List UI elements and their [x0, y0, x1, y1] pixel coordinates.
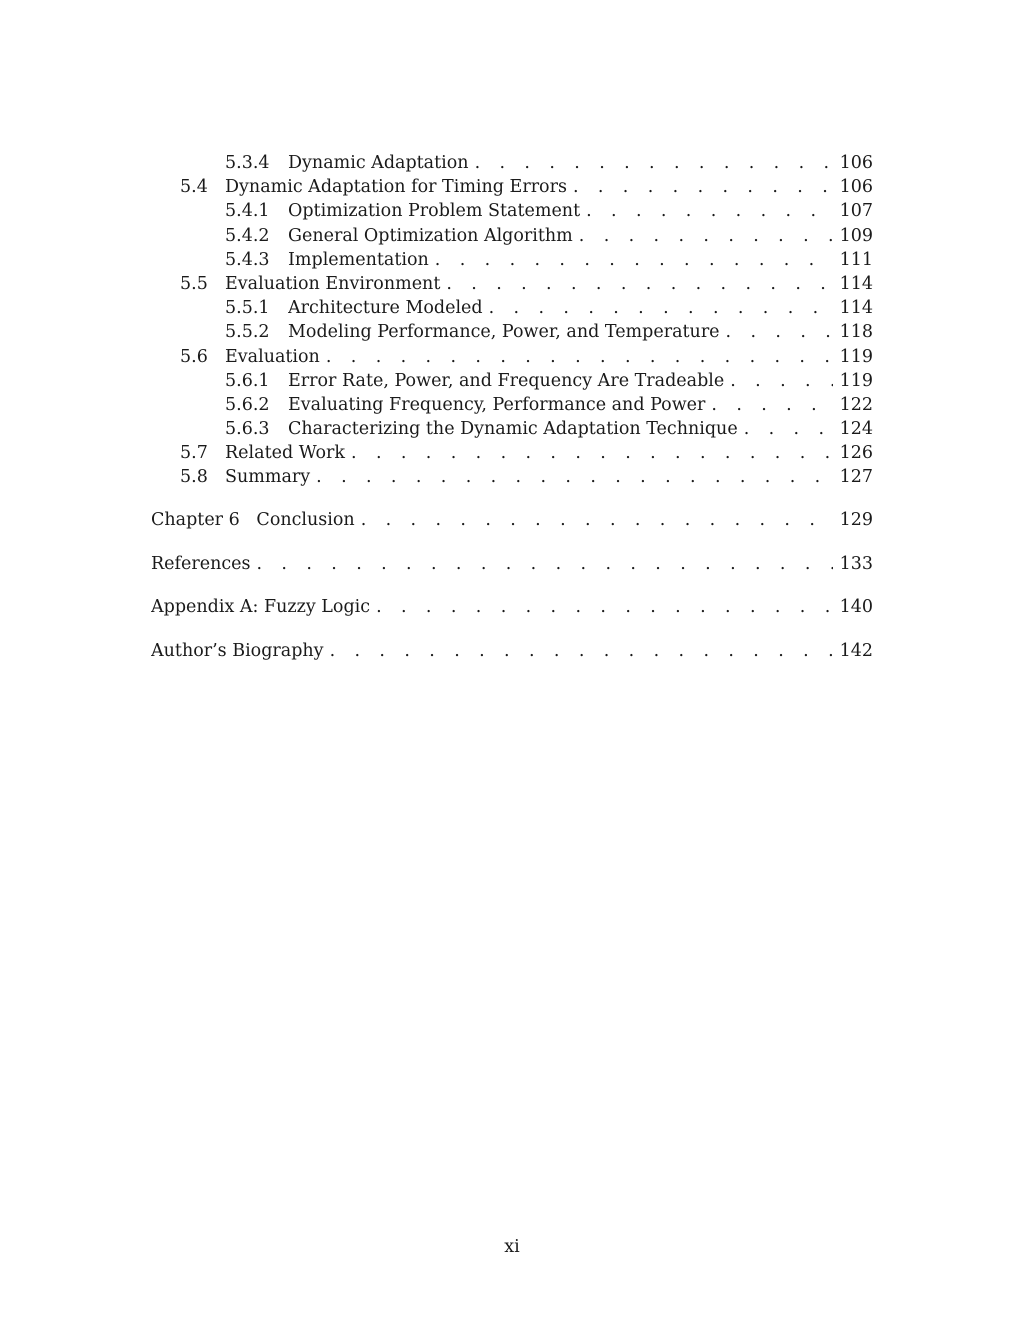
section-number: 5.5	[180, 273, 208, 294]
section-number: 5.6	[180, 346, 208, 367]
dot-leader	[435, 248, 833, 272]
section-number: 5.7	[180, 443, 208, 464]
chapter-title: Chapter 6 Conclusion	[151, 507, 361, 533]
section-title: Architecture Modeled	[288, 296, 489, 320]
toc-entry[interactable]	[151, 248, 873, 272]
dot-leader	[573, 175, 833, 199]
page-number: 127	[833, 465, 873, 489]
dot-leader	[726, 320, 833, 344]
section-title: Error Rate, Power, and Frequency Are Tradeable	[288, 369, 730, 393]
dot-leader	[326, 345, 833, 369]
section-number: 5.4	[180, 177, 208, 198]
page-number: 122	[833, 393, 873, 417]
section-title: Modeling Performance, Power, and Temperature	[288, 320, 726, 344]
section-number: 5.8	[180, 467, 208, 488]
toc-entry[interactable]	[151, 393, 873, 417]
table-of-contents	[151, 151, 873, 664]
page-number: 114	[833, 296, 873, 320]
toc-entry[interactable]	[151, 224, 873, 248]
page-number: 133	[833, 551, 873, 577]
toc-entry[interactable]	[151, 441, 873, 465]
dot-leader	[744, 417, 833, 441]
page-number: 106	[833, 151, 873, 175]
dot-leader	[586, 199, 833, 223]
page-number: 140	[833, 594, 873, 620]
dot-leader	[257, 551, 834, 577]
toc-entry-biography[interactable]	[151, 620, 873, 664]
toc-entry[interactable]	[151, 417, 873, 441]
toc-entry[interactable]	[151, 272, 873, 296]
section-title: Dynamic Adaptation for Timing Errors	[225, 175, 573, 199]
toc-entry[interactable]	[151, 345, 873, 369]
page-number: 106	[833, 175, 873, 199]
section-number: 5.5.1	[225, 298, 270, 319]
appendix-title: Appendix A: Fuzzy Logic	[151, 594, 376, 620]
dot-leader	[330, 638, 833, 664]
page-number: 118	[833, 320, 873, 344]
dot-leader	[446, 272, 833, 296]
section-title: Optimization Problem Statement	[288, 199, 586, 223]
toc-entry[interactable]	[151, 175, 873, 199]
section-number: 5.4.3	[225, 249, 270, 270]
page-number: 129	[833, 507, 873, 533]
section-number: 5.6.2	[225, 394, 270, 415]
toc-entry[interactable]	[151, 369, 873, 393]
page-number: 109	[833, 224, 873, 248]
dot-leader	[579, 224, 833, 248]
section-title: Summary	[225, 465, 316, 489]
references-title: References	[151, 551, 257, 577]
section-number: 5.6.1	[225, 370, 270, 391]
toc-entry[interactable]	[151, 151, 873, 175]
dot-leader	[730, 369, 833, 393]
section-number: 5.6.3	[225, 419, 270, 440]
toc-entry-chapter[interactable]	[151, 490, 873, 534]
dot-leader	[475, 151, 833, 175]
page-number: 142	[833, 638, 873, 664]
section-number: 5.4.1	[225, 201, 270, 222]
dot-leader	[361, 507, 833, 533]
page-footer-number: xi	[504, 1237, 520, 1257]
section-title: Implementation	[288, 248, 435, 272]
section-number: 5.3.4	[225, 153, 270, 173]
section-number: 5.5.2	[225, 322, 270, 343]
toc-entry[interactable]	[151, 465, 873, 489]
biography-title: Author’s Biography	[151, 638, 330, 664]
toc-entry[interactable]	[151, 199, 873, 223]
page-number: 111	[833, 248, 873, 272]
section-number: 5.4.2	[225, 225, 270, 246]
section-title: Evaluation Environment	[225, 272, 446, 296]
section-title: Characterizing the Dynamic Adaptation Technique	[288, 417, 744, 441]
section-title: Evaluation	[225, 345, 326, 369]
page-number: 124	[833, 417, 873, 441]
dot-leader	[489, 296, 833, 320]
section-title: Related Work	[225, 441, 351, 465]
page-number: 107	[833, 199, 873, 223]
toc-entry[interactable]	[151, 296, 873, 320]
page-number: 119	[833, 369, 873, 393]
toc-entry[interactable]	[151, 320, 873, 344]
dot-leader	[376, 594, 833, 620]
section-title: Dynamic Adaptation	[288, 151, 475, 175]
dot-leader	[351, 441, 833, 465]
page-number: 126	[833, 441, 873, 465]
section-title: General Optimization Algorithm	[288, 224, 579, 248]
dot-leader	[711, 393, 833, 417]
page-number: 114	[833, 272, 873, 296]
page-number: 119	[833, 345, 873, 369]
dot-leader	[316, 465, 833, 489]
section-title: Evaluating Frequency, Performance and Power	[288, 393, 711, 417]
toc-entry-appendix[interactable]	[151, 577, 873, 621]
toc-entry-references[interactable]	[151, 533, 873, 577]
